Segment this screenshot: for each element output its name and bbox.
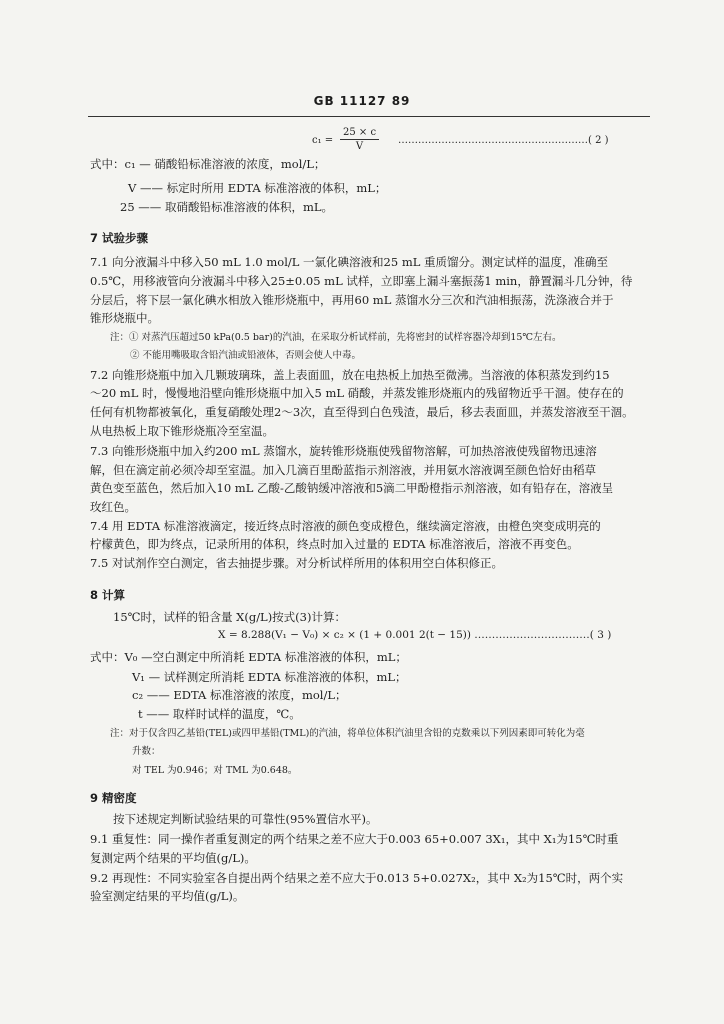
para-7-2-line: ～20 mL 时，慢慢地沿壁向锥形烧瓶中加入5 mL 硝酸，并蒸发锥形烧瓶内的残留物近乎干涸。使存在的 bbox=[90, 386, 624, 400]
precision-intro: 按下述规定判断试验结果的可靠性(95%置信水平)。 bbox=[113, 812, 378, 826]
para-9-2-line: 验室测定结果的平均值(g/L)。 bbox=[90, 889, 245, 903]
calc-intro: 15℃时，试样的铅含量 X(g/L)按式(3)计算： bbox=[113, 610, 346, 624]
note-8-line: 注：对于仅含四乙基铅(TEL)或四甲基铅(TML)的汽油，将单位体积汽油里含铅的克数乘以下列因素即可转化为毫 bbox=[110, 728, 585, 739]
note-7-1: 注：① 对蒸汽压超过50 kPa(0.5 bar)的汽油，在采取分析试样前，先将密封的试样容器冷却到15℃左右。 bbox=[110, 332, 562, 343]
def-3-c2: c₂ —— EDTA 标准溶液的浓度，mol/L； bbox=[132, 688, 347, 702]
def-2-v: V —— 标定时所用 EDTA 标准溶液的体积，mL； bbox=[128, 181, 387, 195]
para-7-3-line: 7.3 向锥形烧瓶中加入约200 mL 蒸馏水，旋转锥形烧瓶使残留物溶解，可加热溶液使残留物迅速溶 bbox=[90, 444, 597, 458]
para-7-1-line: 0.5℃，用移液管向分液漏斗中移入25±0.05 mL 试样，立即塞上漏斗塞振荡1 min，静置漏斗几分钟，待 bbox=[90, 274, 633, 288]
para-7-2-line: 任何有机物都被氧化，重复硝酸处理2～3次，直至得到白色残渣，最后，移去表面皿，并蒸发溶液至干涸。 bbox=[90, 405, 634, 419]
formula-2-numerator: 25 × c bbox=[340, 127, 379, 140]
para-7-3-line: 解，但在滴定前必须冷却至室温。加入几滴百里酚蓝指示剂溶液，并用氨水溶液调至颜色恰好由稻草 bbox=[90, 463, 596, 477]
para-7-1-line: 分层后，将下层一氯化碘水相放入锥形烧瓶中，再用60 mL 蒸馏水分三次和汽油相振荡，洗涤液合并于 bbox=[90, 293, 614, 307]
note-7-2: ② 不能用嘴吸取含铅汽油或铅液体，否则会使人中毒。 bbox=[130, 350, 362, 361]
para-7-4-line: 柠檬黄色，即为终点，记录所用的体积，终点时加入过量的 EDTA 标准溶液后，溶液不再变色。 bbox=[90, 537, 579, 551]
para-9-1-line: 复测定两个结果的平均值(g/L)。 bbox=[90, 851, 256, 865]
para-9-1-line: 9.1 重复性：同一操作者重复测定的两个结果之差不应大于0.003 65+0.007 3X₁，其中 X₁为15℃时重 bbox=[90, 832, 619, 846]
para-7-5-line: 7.5 对试剂作空白测定，省去抽提步骤。对分析试样所用的体积用空白体积修正。 bbox=[90, 556, 503, 570]
para-7-1-line: 7.1 向分液漏斗中移入50 mL 1.0 mol/L 一氯化碘溶液和25 mL 重质馏分。测定试样的温度，准确至 bbox=[90, 255, 609, 269]
def-2-25: 25 —— 取硝酸铅标准溶液的体积，mL。 bbox=[120, 200, 333, 214]
para-9-2-line: 9.2 再现性：不同实验室各自提出两个结果之差不应大于0.013 5+0.027X₂，其中 X₂为15℃时，两个实 bbox=[90, 871, 624, 885]
para-7-4-line: 7.4 用 EDTA 标准溶液滴定，接近终点时溶液的颜色变成橙色，继续滴定溶液，由橙色突变成明亮的 bbox=[90, 519, 601, 533]
formula-2-fraction bbox=[340, 127, 379, 152]
section-8-heading: 8 计算 bbox=[90, 588, 126, 602]
note-8-line: 升数： bbox=[132, 746, 161, 757]
page-header: GB 11127 89 bbox=[313, 94, 411, 108]
para-7-3-line: 黄色变至蓝色，然后加入10 mL 乙酸-乙酸钠缓冲溶液和5滴二甲酚橙指示剂溶液，如有铅存在，溶液呈 bbox=[90, 481, 614, 495]
formula-3: X = 8.288(V₁ − V₀) × c₂ × (1 + 0.001 2(t − 15)) ……………………………( 3 ) bbox=[218, 629, 612, 641]
formula-2-lhs: c₁ = bbox=[312, 135, 334, 146]
para-7-2-line: 从电热板上取下锥形烧瓶冷至室温。 bbox=[90, 424, 274, 438]
def-3-v1: V₁ — 试样测定所消耗 EDTA 标准溶液的体积，mL； bbox=[132, 670, 407, 684]
header-rule bbox=[88, 116, 650, 117]
note-8-line: 对 TEL 为0.946；对 TML 为0.648。 bbox=[132, 765, 298, 776]
para-7-1-line: 锥形烧瓶中。 bbox=[90, 311, 159, 325]
formula-2-number: …………………………………………………( 2 ) bbox=[398, 135, 609, 146]
formula-2-denominator: V bbox=[355, 141, 364, 152]
def-2-c1: 式中：c₁ — 硝酸铅标准溶液的浓度，mol/L； bbox=[90, 157, 326, 171]
section-9-heading: 9 精密度 bbox=[90, 791, 137, 805]
para-7-2-line: 7.2 向锥形烧瓶中加入几颗玻璃珠，盖上表面皿，放在电热板上加热至微沸。当溶液的体积蒸发到约15 bbox=[90, 368, 610, 382]
section-7-heading: 7 试验步骤 bbox=[90, 231, 149, 245]
def-3-v0: 式中：V₀ —空白测定中所消耗 EDTA 标准溶液的体积，mL； bbox=[90, 650, 407, 664]
def-3-t: t —— 取样时试样的温度，℃。 bbox=[138, 707, 301, 721]
para-7-3-line: 玫红色。 bbox=[90, 500, 136, 514]
